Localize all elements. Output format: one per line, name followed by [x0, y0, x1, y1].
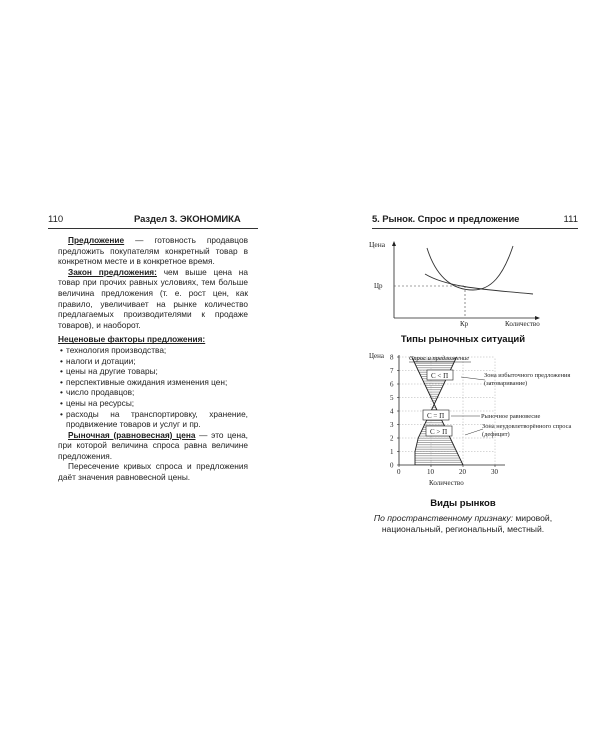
- y-tick-label: 1: [390, 448, 394, 456]
- page-number: 110: [48, 214, 64, 225]
- list-item: • цены на другие товары;: [58, 366, 248, 377]
- market-situations-chart: [365, 347, 575, 495]
- factors-list: [58, 345, 248, 430]
- law-paragraph: [58, 267, 248, 331]
- header-rule: [48, 228, 258, 229]
- caption-italic: По пространственному признаку:: [373, 513, 514, 523]
- list-item: • перспективные ожидания изменения цен;: [58, 377, 248, 388]
- supply-paragraph: [58, 235, 248, 267]
- annotation-box-label: С = П: [427, 412, 445, 420]
- annotation-leader: [465, 429, 483, 435]
- supply-term: Предложение: [68, 235, 125, 245]
- y-axis-label: Цена: [369, 352, 385, 360]
- page-number: 111: [563, 214, 578, 225]
- left-page-header: [48, 214, 258, 228]
- equilibrium-quantity-label: Кр: [460, 320, 469, 328]
- y-tick-label: 5: [390, 394, 394, 402]
- equilibrium-text: — это цена, при которой величина спроса равна величине предложения.: [58, 429, 248, 461]
- equilibrium-term: Рыночная (равновесная) цена: [68, 429, 196, 440]
- equilibrium-price-label: Цр: [374, 282, 383, 290]
- list-item: • число продавцов;: [58, 387, 248, 398]
- annotation-label-container: [482, 423, 572, 457]
- x-tick-label: 20: [459, 468, 466, 476]
- annotation-label: Зона неудовлетворённого спроса (дефицит): [482, 423, 572, 438]
- right-page-header: [372, 214, 578, 228]
- caption-rest: мировой, национальный, региональный, местный.: [381, 513, 553, 534]
- equilibrium-paragraph: [58, 430, 248, 462]
- chart-subtitle: Спрос и предложение: [409, 355, 470, 362]
- annotation-label: Зона избыточного предложения (затоваривание): [484, 372, 571, 387]
- y-tick-label: 7: [390, 367, 394, 375]
- left-body-text: [58, 235, 248, 483]
- annotation-box-label: С > П: [430, 428, 448, 436]
- cross-paragraph: Пересечение кривых спроса и предложения даёт значения равновесной цены.: [58, 461, 248, 483]
- annotation-leader: [461, 377, 485, 380]
- x-axis-label: Количество: [429, 479, 464, 487]
- annotation-surplus: [427, 370, 574, 406]
- x-axis-label: Количество: [505, 320, 540, 328]
- list-item: • технология производства;: [58, 345, 248, 356]
- supply-demand-chart: [365, 236, 565, 328]
- list-item: • цены на ресурсы;: [58, 398, 248, 409]
- section-title: Раздел 3. ЭКОНОМИКА: [134, 214, 241, 225]
- section-title: 5. Рынок. Спрос и предложение: [372, 214, 520, 225]
- x-tick-label: 10: [427, 468, 434, 476]
- law-text: чем выше цена на товар при прочих равных условиях, тем больше величина предложения (т. е. рост цен, как правило, увеличивает на рынке количество предлагаемых производителями к продаже товаров), и наоборот.: [58, 266, 248, 330]
- y-tick-label: 8: [390, 353, 394, 362]
- supply-definition: — готовность продавцов предложить покупателям конкретный товар в конкретном месте и в конкретное время.: [58, 235, 248, 267]
- annotation-equilibrium: [423, 410, 541, 420]
- series-curve-down: [425, 274, 533, 294]
- y-axis-arrow: [392, 241, 396, 246]
- y-tick-label: 0: [390, 461, 394, 470]
- list-item: • налоги и дотации;: [58, 356, 248, 367]
- markets-title: Виды рынков: [430, 498, 496, 509]
- annotation-label-container: [484, 372, 574, 406]
- x-tick-label: 0: [397, 468, 401, 476]
- list-item: • расходы на транспортировку, хранение, продвижение товаров и услуг и пр.: [58, 409, 248, 430]
- factors-heading: Неценовые факторы предложения:: [58, 334, 206, 345]
- y-tick-label: 3: [390, 421, 394, 429]
- markets-caption: [372, 513, 554, 535]
- y-tick-label: 6: [390, 380, 394, 389]
- annotation-box-label: С < П: [431, 372, 449, 380]
- y-tick-label: 2: [390, 434, 394, 443]
- annotation-label: Рыночное равновесие: [481, 413, 541, 420]
- y-axis-label: Цена: [369, 240, 386, 249]
- x-tick-label: 30: [491, 468, 498, 476]
- series-curve-u: [427, 246, 513, 290]
- y-tick-label: 4: [390, 407, 394, 416]
- law-term: Закон предложения:: [68, 266, 157, 277]
- header-rule: [372, 228, 578, 229]
- types-chart-title: Типы рыночных ситуаций: [400, 334, 526, 345]
